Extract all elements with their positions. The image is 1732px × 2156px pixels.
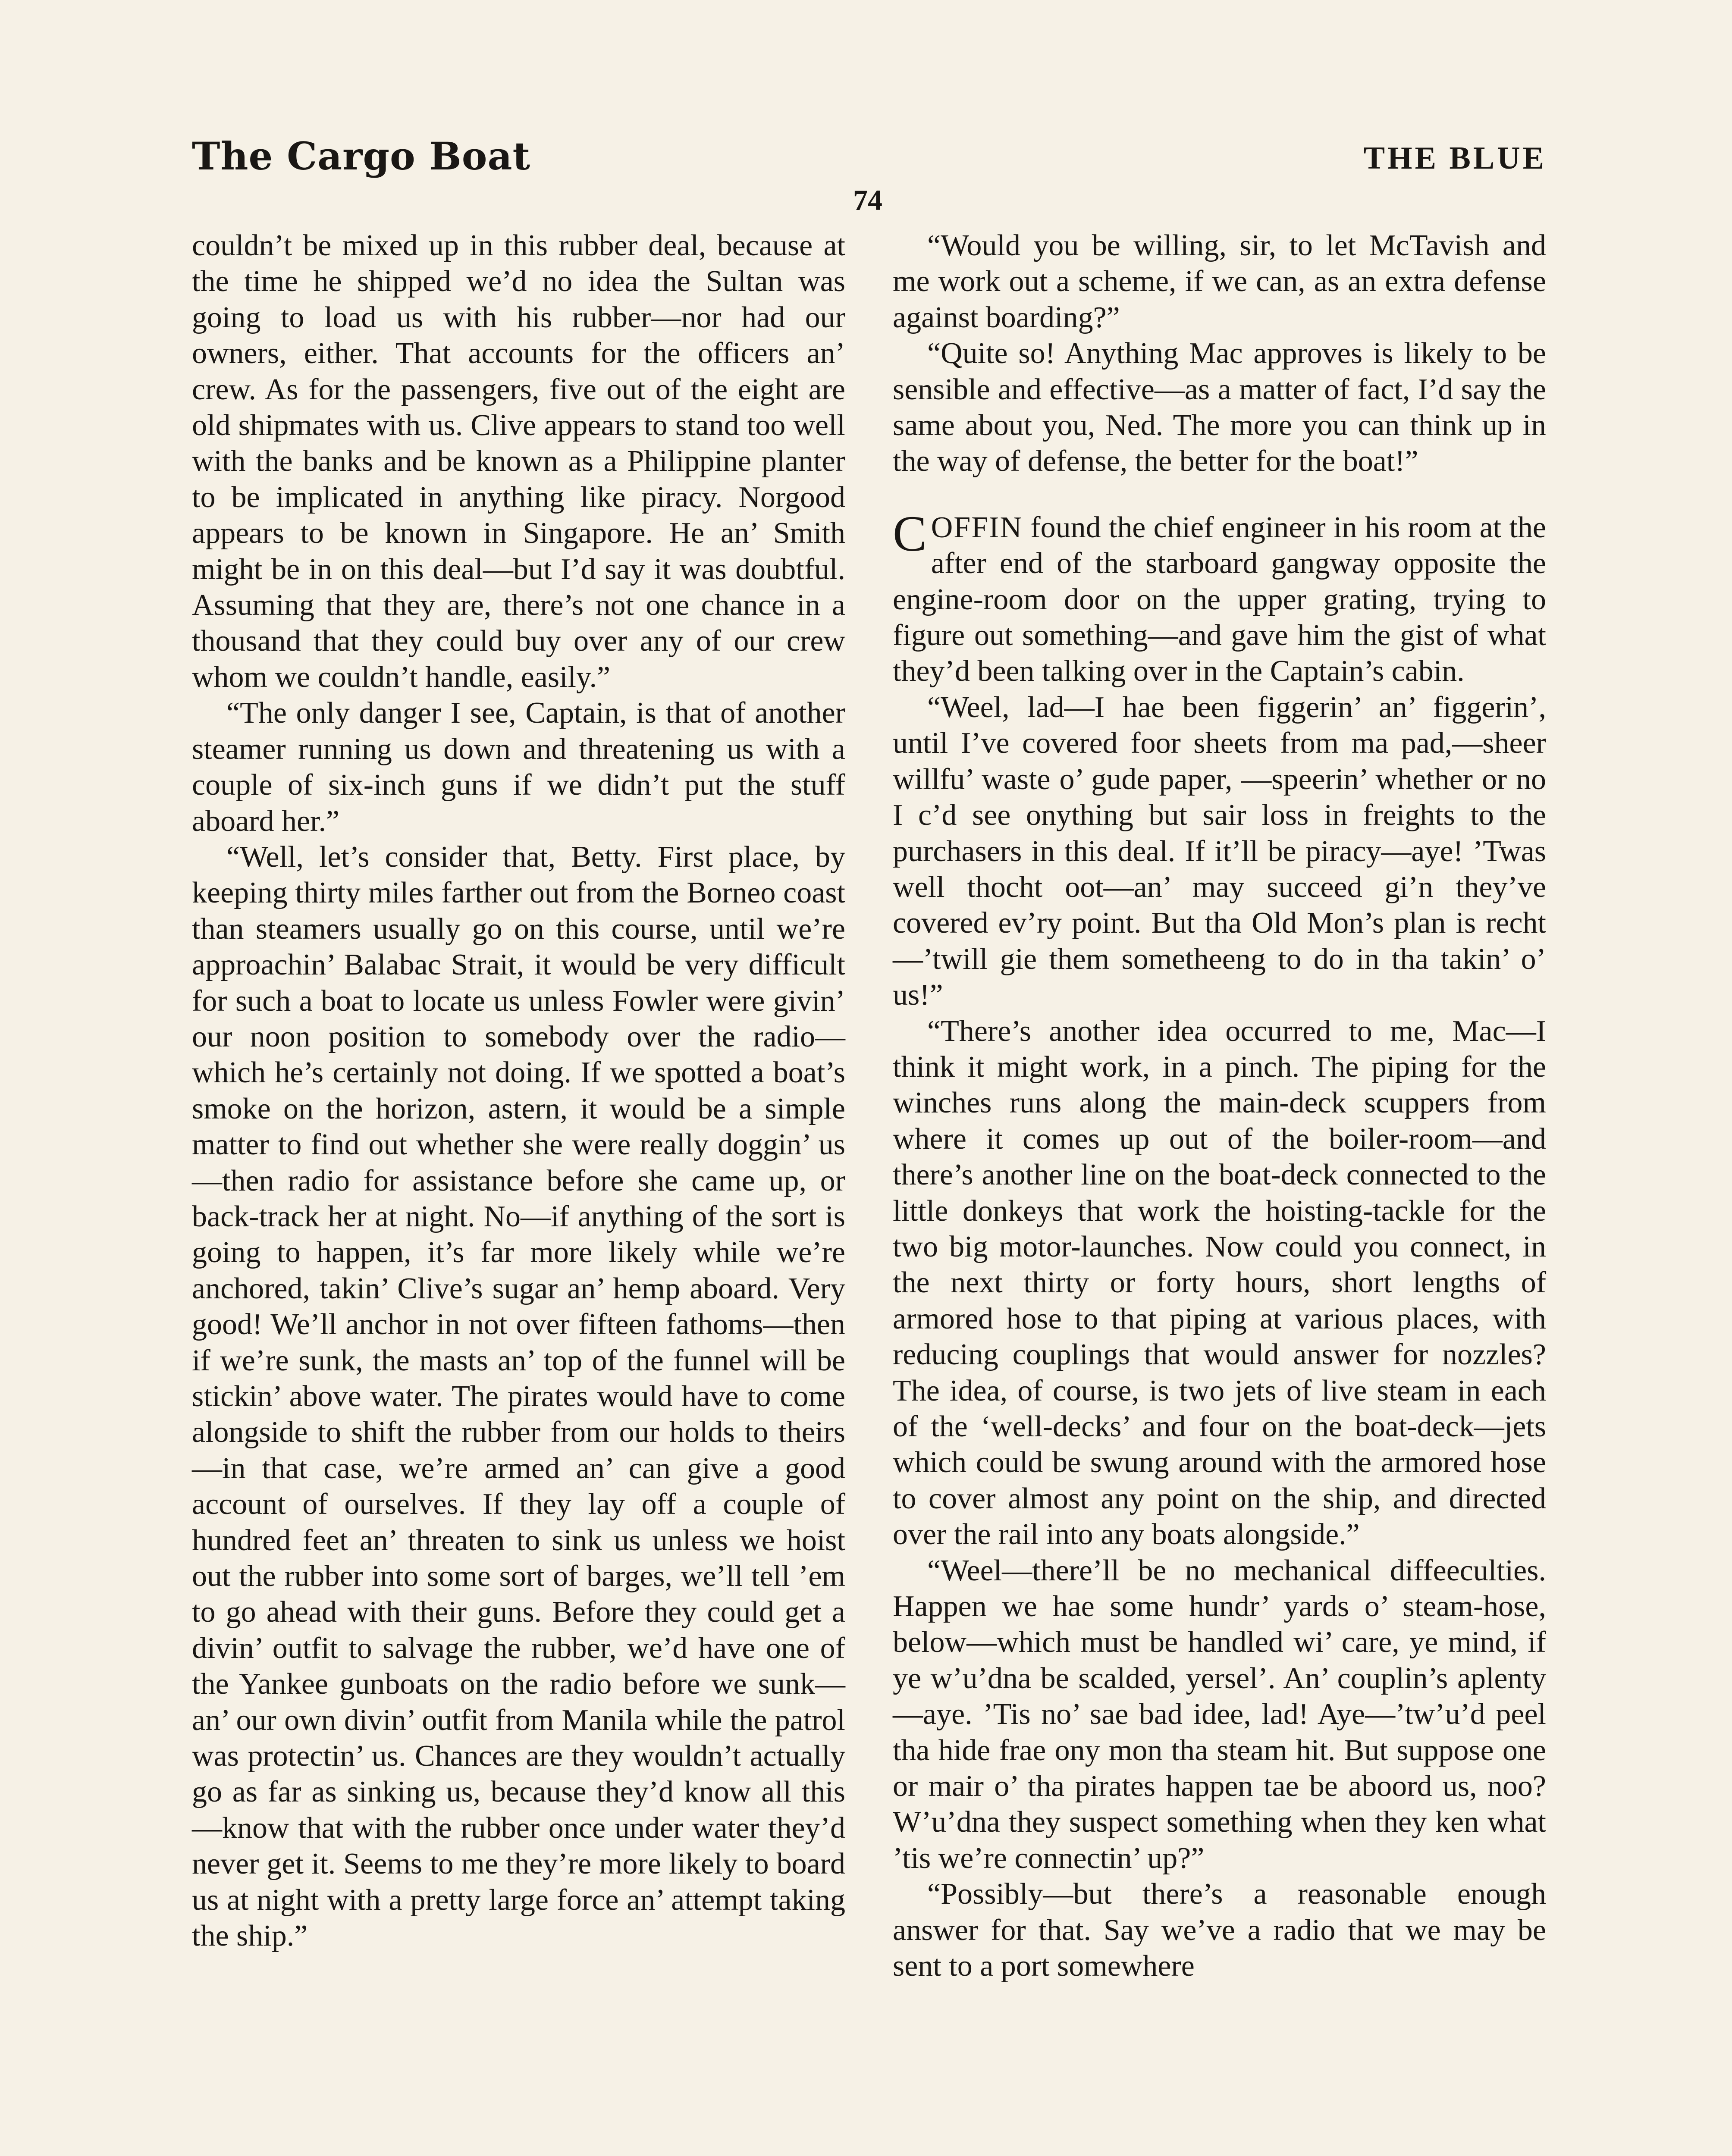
magazine-name: THE BLUE <box>1363 141 1547 176</box>
paragraph: “Possibly—but there’s a reasonable enough answer for that. Say we’ve a radio that we may be sent to a port somewhere <box>893 1877 1546 1983</box>
section-opening-paragraph <box>893 505 1546 689</box>
paragraph: “There’s another idea occurred to me, Mac—I think it might work, in a pinch. The piping for the winches runs along the main-deck scuppers from where it comes up out of the boiler-room—and there’s another line on the boat-deck connected to the little donkeys that work the hoisting-tackle for the two big motor-launches. Now could you connect, in the next thirty or forty hours, short lengths of armored hose to that piping at various places, with reducing couplings that would answer for nozzles? The idea, of course, is two jets of live steam in each of the ‘well-decks’ and four on the boat-deck—jets which could be swung around with the armored hose to cover almost any point on the ship, and directed over the rail into any boats alongside.” <box>893 1014 1546 1551</box>
paragraph: couldn’t be mixed up in this rubber deal, because at the time he shipped we’d no idea the Sultan was going to load us with his rubber—nor had our owners, either. That accounts for the officers an’ crew. As for the passengers, five out of the eight are old shipmates with us. Clive appears to stand too well with the banks and be known as a Philippine planter to be implicated in anything like piracy. Norgood appears to be known in Singapore. He an’ Smith might be in on this deal—but I’d say it was doubtful. Assuming that they are, there’s not one chance in a thousand that they could buy over any of our crew whom we couldn’t handle, easily.” <box>192 229 845 694</box>
drop-cap: C <box>893 505 927 562</box>
section-lead-word: OFFIN <box>931 511 1023 544</box>
paragraph: “Would you be willing, sir, to let McTavish and me work out a scheme, if we can, as an extra defense against boarding?” <box>893 229 1546 334</box>
left-column <box>192 228 845 1954</box>
page-number: 74 <box>853 184 882 216</box>
paragraph: “Well, let’s consider that, Betty. First place, by keeping thirty miles farther out from the Borneo coast than steamers usually go on this course, until we’re approachin’ Balabac Strait, it would be very difficult for such a boat to locate us unless Fowler were givin’ our noon position to somebody over the radio—which he’s certainly not doing. If we spotted a boat’s smoke on the horizon, astern, it would be a simple matter to find out whether she were really doggin’ us—then radio for assistance before she came up, or back-track her at night. No—if anything of the sort is going to happen, it’s far more likely while we’re anchored, takin’ Clive’s sugar an’ hemp aboard. Very good! We’ll anchor in not over fifteen fathoms—then if we’re sunk, the masts an’ top of the funnel will be stickin’ above water. The pirates would have to come alongside to shift the rubber from our holds to theirs—in that case, we’re armed an’ can give a good account of ourselves. If they lay off a couple of hundred feet an’ threaten to sink us unless we hoist out the rubber into some sort of barges, we’ll tell ’em to go ahead with their guns. Before they could get a divin’ outfit to salvage the rubber, we’d have one of the Yankee gunboats on the radio before we sunk—an’ our own divin’ outfit from Manila while the patrol was protectin’ us. Chances are they wouldn’t actually go as far as sinking us, because they’d know all this—know that with the rubber once under water they’d never get it. Seems to me they’re more likely to board us at night with a pretty large force an’ attempt taking the ship.” <box>192 840 845 1953</box>
section-opening-text: found the chief engineer in his room at the after end of the starboard gangway opposite the engine-room door on the upper grating, trying to figure out something—and gave him the gist of what they’d been talking over in the Captain’s cabin. <box>893 511 1546 688</box>
paragraph: “Weel, lad—I hae been figgerin’ an’ figgerin’, until I’ve covered foor sheets from ma pad,—sheer willfu’ waste o’ gude paper, —speerin’ whether or no I c’d see onything but sair loss in freights to the purchasers in this deal. If it’ll be piracy—aye! ’Twas well thocht oot—an’ may succeed gi’n they’ve covered ev’ry point. But tha Old Mon’s plan is recht—’twill gie them somethеeng to do in tha takin’ o’ us!” <box>893 690 1546 1012</box>
paragraph: “Quite so! Anything Mac approves is likely to be sensible and effective—as a matter of fact, I’d say the same about you, Ned. The more you can think up in the way of defense, the better for the boat!” <box>893 337 1546 478</box>
paragraph: “Weel—there’ll be no mechanical diffeeculties. Happen we hae some hundr’ yards o’ steam-hose, below—which must be handled wi’ care, ye mind, if ye w’u’dna be scalded, yersel’. An’ couplin’s aplenty —aye. ’Tis no’ sae bad idee, lad! Aye—’tw’u’d peel tha hide frae ony mon tha steam hit. But suppose one or mair o’ tha pirates happen tae be aboord us, noo? W’u’dna they suspect something when they ken what ’tis we’re connectin’ up?” <box>893 1554 1546 1875</box>
paragraph: “The only danger I see, Captain, is that of another steamer running us down and threatening us with a couple of six-inch guns if we didn’t put the stuff aboard her.” <box>192 696 845 838</box>
story-title: The Cargo Boat <box>192 134 531 179</box>
right-column <box>893 228 1546 1984</box>
